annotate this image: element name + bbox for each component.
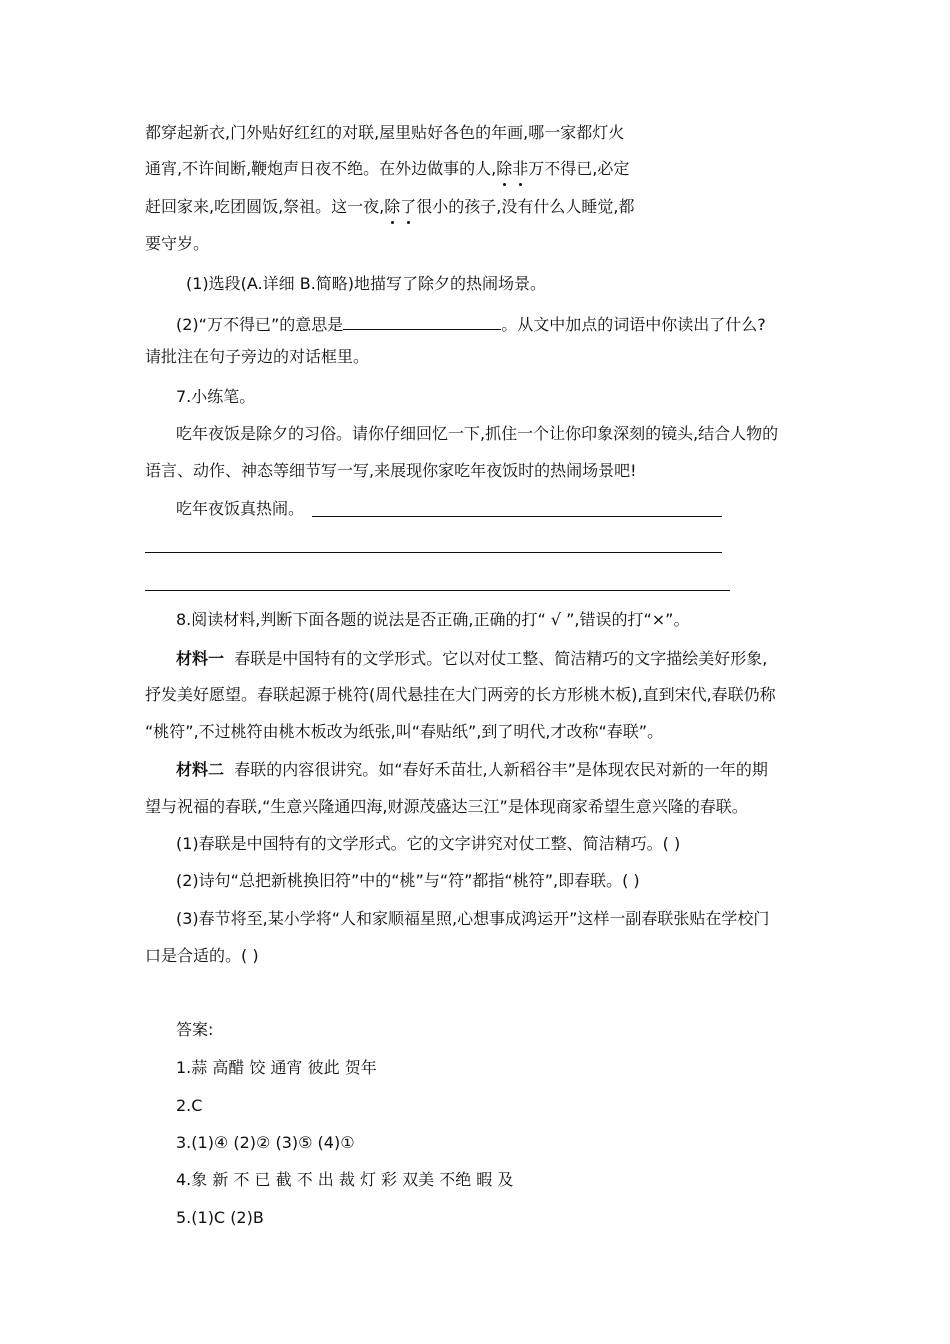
passage-text: 赶回家来,吃团圆饭,祭祖。这一夜, xyxy=(145,197,385,216)
passage-line-2 xyxy=(145,158,629,180)
q6-sub2-text: (2)“万不得已”的意思是 xyxy=(176,315,344,334)
dotted-char: 除 xyxy=(384,197,401,216)
statement-3-line-2 xyxy=(145,945,259,967)
statement-3-line-1: (3)春节将至,某小学将“人和家顺福星照,心想事成鸿运开”这样一副春联张贴在学校门 xyxy=(176,909,770,928)
statement-1 xyxy=(176,833,680,855)
dotted-char: 非 xyxy=(512,159,529,178)
passage-text: 万不得已,必定 xyxy=(528,159,630,178)
q6-sub1: (1)选段(A.详细 B.简略)地描写了除夕的热闹场景。 xyxy=(186,274,547,293)
q7-start: 吃年夜饭真热闹。 xyxy=(176,499,305,518)
statement-2 xyxy=(176,870,640,892)
material-1-label: 材料一 xyxy=(176,649,225,668)
q7-body-1: 吃年夜饭是除夕的习俗。请你仔细回忆一下,抓住一个让你印象深刻的镜头,结合人物的 xyxy=(176,424,779,443)
answer-parentheses[interactable]: ( ) xyxy=(662,834,681,853)
answer-parentheses[interactable]: ( ) xyxy=(241,946,259,965)
material-text: 春联是中国特有的文学形式。它以对仗工整、简洁精巧的文字描绘美好形象, xyxy=(234,649,768,668)
material-2-label: 材料二 xyxy=(176,760,225,779)
dotted-char: 除 xyxy=(496,159,513,178)
passage-text: 通宵,不许间断,鞭炮声日夜不绝。在外边做事的人, xyxy=(145,159,497,178)
passage-line-1: 都穿起新衣,门外贴好红红的对联,屋里贴好各色的年画,哪一家都灯火 xyxy=(145,123,625,142)
material-2-line-2: 望与祝福的春联,“生意兴隆通四海,财源茂盛达三江”是体现商家希望生意兴隆的春联。 xyxy=(145,797,748,816)
material-2-line-1 xyxy=(176,759,768,781)
statement-text: (2)诗句“总把新桃换旧符”中的“桃”与“符”都指“桃符”,即春联。 xyxy=(176,871,623,890)
material-1-line-3: “桃符”,不过桃符由桃木板改为纸张,叫“春贴纸”,到了明代,才改称“春联”。 xyxy=(145,722,664,741)
answer-5: 5.(1)C (2)B xyxy=(176,1208,264,1227)
answer-parentheses[interactable]: ( ) xyxy=(622,871,640,890)
q6-sub2-text: 。从文中加点的词语中你读出了什么? xyxy=(501,315,766,334)
q6-sub2 xyxy=(176,311,766,336)
material-text: 春联的内容很讲究。如“春好禾苗壮,人新稻谷丰”是体现农民对新的一年的期 xyxy=(234,760,768,779)
q6-sub2-line2: 请批注在句子旁边的对话框里。 xyxy=(145,347,370,366)
writing-line[interactable] xyxy=(312,516,722,517)
writing-line[interactable] xyxy=(145,552,722,553)
material-1-line-2: 抒发美好愿望。春联起源于桃符(周代悬挂在大门两旁的长方形桃木板),直到宋代,春联仍称 xyxy=(145,685,776,704)
answer-4: 4.象 新 不 已 截 不 出 裁 灯 彩 双美 不绝 暇 及 xyxy=(176,1170,514,1189)
dotted-char: 了 xyxy=(400,197,417,216)
answer-3: 3.(1)④ (2)② (3)⑤ (4)① xyxy=(176,1133,355,1152)
passage-line-3 xyxy=(145,196,634,218)
answer-2: 2.C xyxy=(176,1096,203,1115)
passage-text: 很小的孩子,没有什么人睡觉,都 xyxy=(416,197,635,216)
statement-text: 口是合适的。 xyxy=(145,946,242,965)
answer-1: 1.蒜 高醋 饺 通宵 彼此 贺年 xyxy=(176,1058,377,1077)
q7-title: 7.小练笔。 xyxy=(176,387,256,406)
answer-blank[interactable] xyxy=(343,311,501,330)
answers-title: 答案: xyxy=(176,1020,214,1039)
material-1-line-1 xyxy=(176,648,767,670)
writing-line[interactable] xyxy=(145,590,730,591)
statement-text: (1)春联是中国特有的文学形式。它的文字讲究对仗工整、简洁精巧。 xyxy=(176,834,663,853)
q7-body-2: 语言、动作、神态等细节写一写,来展现你家吃年夜饭时的热闹场景吧! xyxy=(145,461,637,480)
passage-line-4: 要守岁。 xyxy=(145,234,210,253)
q8-title: 8.阅读材料,判断下面各题的说法是否正确,正确的打“ √ ”,错误的打“×”。 xyxy=(176,610,690,629)
